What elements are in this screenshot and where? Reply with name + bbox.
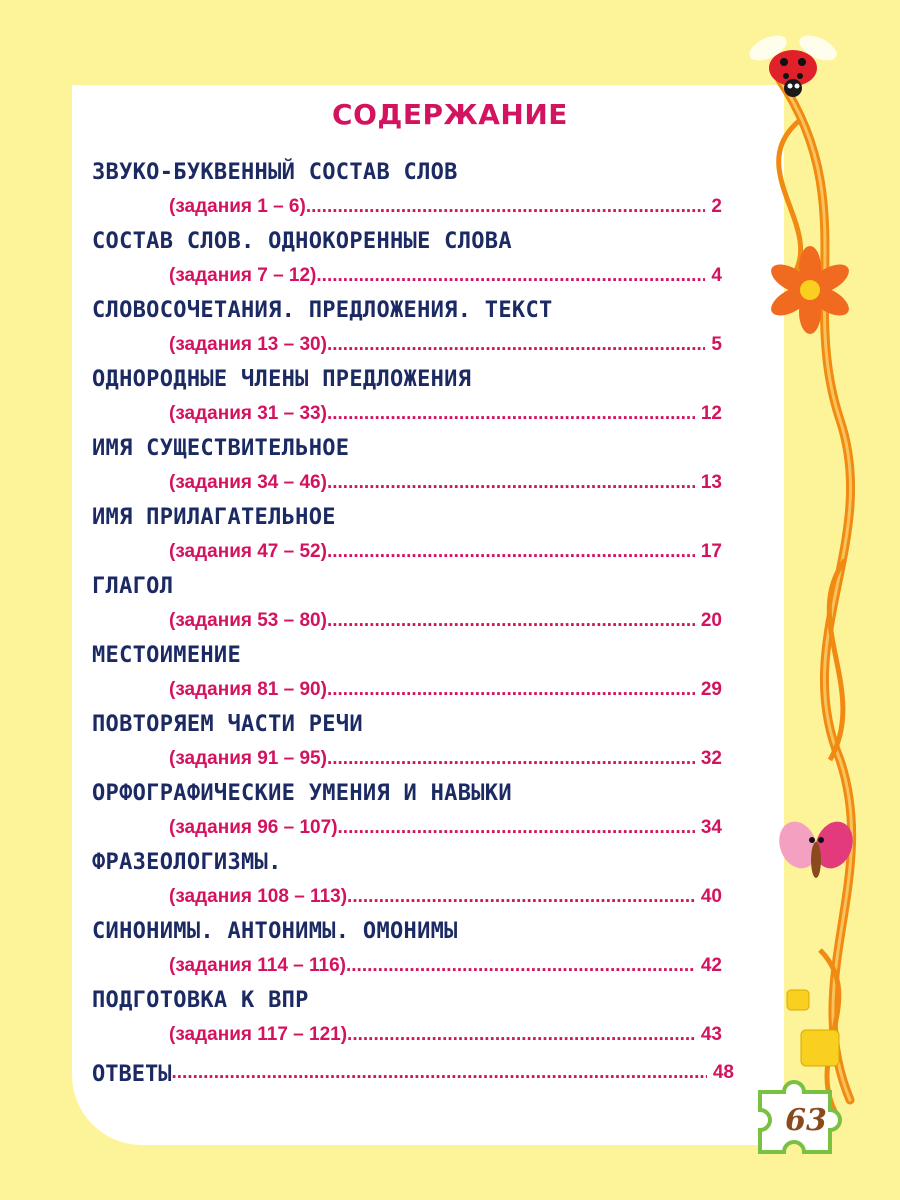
page-ref: 29: [700, 679, 722, 700]
toc-entry: [92, 712, 742, 781]
dot-leader: [327, 679, 695, 701]
dot-leader: [327, 610, 695, 632]
task-range: [169, 196, 722, 218]
task-label: (задания 81 – 90): [169, 679, 327, 700]
dot-leader: [327, 334, 705, 356]
task-label: (задания 108 – 113): [169, 886, 348, 907]
toc-entry: [92, 850, 742, 919]
dot-leader: [327, 541, 695, 563]
task-range: [169, 265, 722, 287]
task-label: (задания 31 – 33): [169, 403, 327, 424]
task-label: (задания 34 – 46): [169, 472, 327, 493]
page-ref: 34: [700, 817, 722, 838]
task-label: (задания 7 – 12): [169, 265, 317, 286]
page-ref: 32: [700, 748, 722, 769]
section-heading: ФРАЗЕОЛОГИЗМЫ.: [92, 850, 282, 875]
dot-leader: [347, 1024, 695, 1046]
page-ref: 17: [700, 541, 722, 562]
task-range: [169, 1024, 722, 1046]
dot-leader: [171, 1062, 706, 1087]
task-range: [169, 748, 722, 770]
task-range: [169, 472, 722, 494]
task-range: [169, 610, 722, 632]
task-range: [169, 334, 722, 356]
task-label: (задания 53 – 80): [169, 610, 327, 631]
page-ref: 12: [700, 403, 722, 424]
task-range: [169, 403, 722, 425]
section-heading: ПОВТОРЯЕМ ЧАСТИ РЕЧИ: [92, 712, 363, 737]
task-range: [169, 541, 722, 563]
dot-leader: [346, 955, 695, 977]
dot-leader: [316, 265, 705, 287]
task-label: (задания 96 – 107): [169, 817, 338, 838]
task-range: [169, 679, 722, 701]
section-heading: МЕСТОИМЕНИЕ: [92, 643, 241, 668]
table-of-contents: [92, 160, 742, 1057]
page-title: СОДЕРЖАНИЕ: [332, 98, 568, 131]
task-label: (задания 13 – 30): [169, 334, 327, 355]
task-range: [169, 817, 722, 839]
toc-entry: [92, 367, 742, 436]
section-heading: ОРФОГРАФИЧЕСКИЕ УМЕНИЯ И НАВЫКИ: [92, 781, 512, 806]
toc-entry: [92, 160, 742, 229]
page-ref: 4: [711, 265, 722, 286]
section-heading: СОСТАВ СЛОВ. ОДНОКОРЕННЫЕ СЛОВА: [92, 229, 512, 254]
page-ref: 40: [700, 886, 722, 907]
toc-entry-answers: [92, 1062, 734, 1087]
toc-entry: [92, 781, 742, 850]
section-heading: СИНОНИМЫ. АНТОНИМЫ. ОМОНИМЫ: [92, 919, 458, 944]
section-heading: ПОДГОТОВКА К ВПР: [92, 988, 309, 1013]
toc-entry: [92, 505, 742, 574]
page-ref: 20: [700, 610, 722, 631]
section-heading: ИМЯ ПРИЛАГАТЕЛЬНОЕ: [92, 505, 336, 530]
dot-leader: [327, 472, 695, 494]
toc-entry: [92, 574, 742, 643]
page-number: 63: [785, 1103, 827, 1138]
dot-leader: [347, 886, 695, 908]
task-label: (задания 114 – 116): [169, 955, 346, 976]
page-ref: 48: [712, 1062, 734, 1083]
toc-entry: [92, 643, 742, 712]
task-range: [169, 886, 722, 908]
toc-entry: [92, 229, 742, 298]
section-heading: СЛОВОСОЧЕТАНИЯ. ПРЕДЛОЖЕНИЯ. ТЕКСТ: [92, 298, 553, 323]
section-heading: ИМЯ СУЩЕСТВИТЕЛЬНОЕ: [92, 436, 350, 461]
task-label: (задания 117 – 121): [169, 1024, 348, 1045]
task-label: (задания 1 – 6): [169, 196, 306, 217]
task-label: (задания 47 – 52): [169, 541, 327, 562]
toc-entry: [92, 436, 742, 505]
section-heading: ЗВУКО-БУКВЕННЫЙ СОСТАВ СЛОВ: [92, 160, 458, 185]
toc-entry: [92, 919, 742, 988]
task-label: (задания 91 – 95): [169, 748, 327, 769]
task-range: [169, 955, 722, 977]
page-ref: 43: [700, 1024, 722, 1045]
section-heading: ОДНОРОДНЫЕ ЧЛЕНЫ ПРЕДЛОЖЕНИЯ: [92, 367, 472, 392]
dot-leader: [327, 748, 695, 770]
page-ref: 13: [700, 472, 722, 493]
dot-leader: [327, 403, 695, 425]
page-ref: 5: [711, 334, 722, 355]
toc-entry: [92, 988, 742, 1057]
page-ref: 42: [700, 955, 722, 976]
toc-entry: [92, 298, 742, 367]
dot-leader: [306, 196, 706, 218]
page-ref: 2: [711, 196, 722, 217]
section-heading: ГЛАГОЛ: [92, 574, 174, 599]
dot-leader: [338, 817, 695, 839]
section-heading: ОТВЕТЫ: [92, 1062, 172, 1087]
